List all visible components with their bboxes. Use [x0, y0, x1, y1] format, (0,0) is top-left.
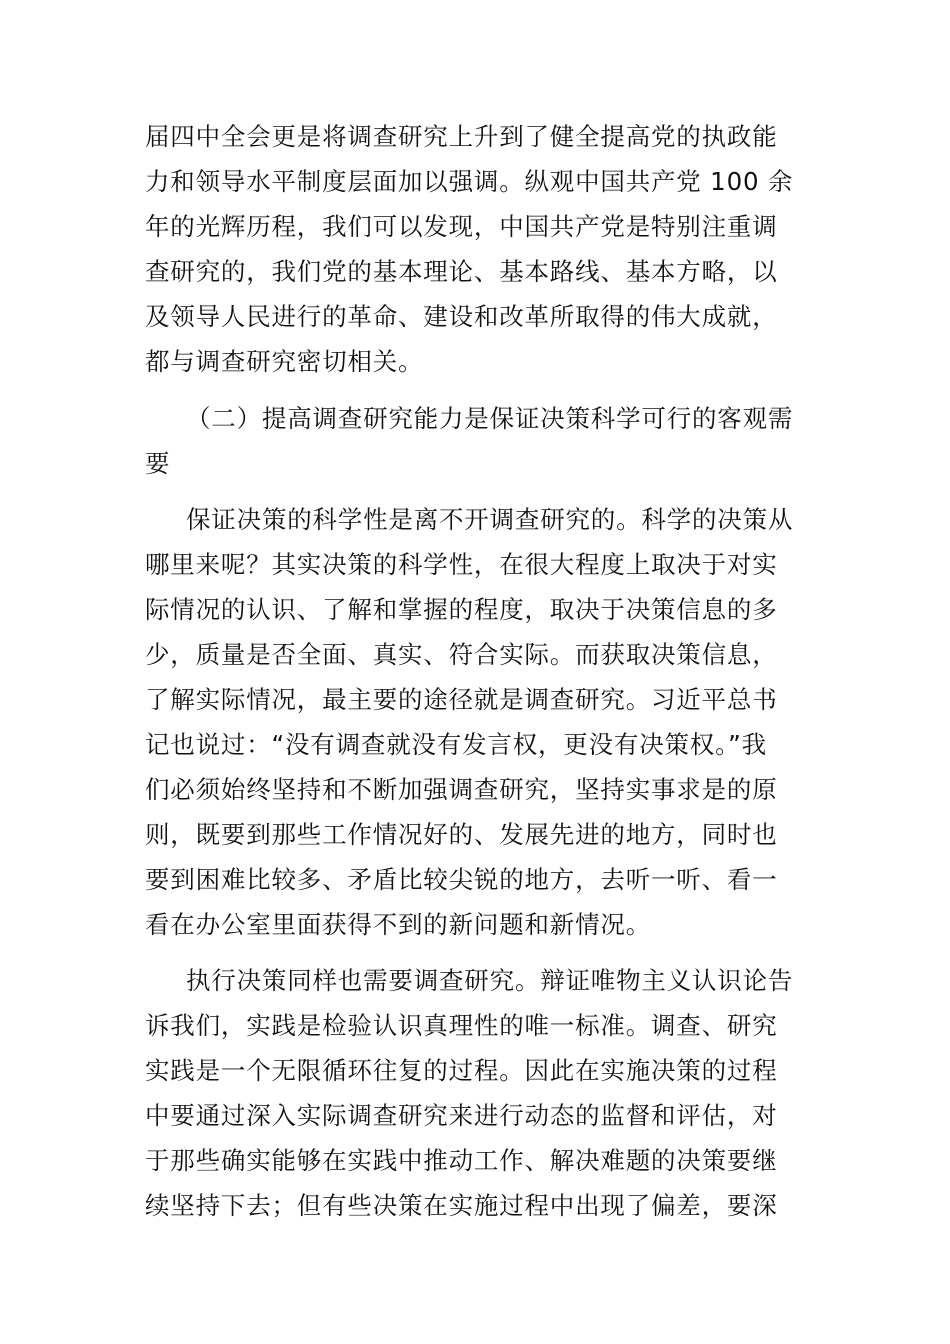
- text-line: 届四中全会更是将调查研究上升到了健全提高党的执政能: [145, 122, 778, 151]
- text-line: 于那些确实能够在实践中推动工作、解决难题的决策要继: [145, 1146, 778, 1175]
- text-line: 了解实际情况，最主要的途径就是调查研究。习近平总书: [145, 685, 778, 714]
- text-line: 中要通过深入实际调查研究来进行动态的监督和评估，对: [145, 1101, 778, 1130]
- text-line: 保证决策的科学性是离不开调查研究的。科学的决策从: [186, 505, 794, 534]
- text-line: 查研究的，我们党的基本理论、基本路线、基本方略，以: [145, 257, 778, 286]
- text-line: 则，既要到那些工作情况好的、发展先进的地方，同时也: [145, 820, 778, 849]
- text-line: 际情况的认识、了解和掌握的程度，取决于决策信息的多: [145, 595, 778, 624]
- text-line: 都与调查研究密切相关。: [145, 347, 424, 376]
- text-line: 实践是一个无限循环往复的过程。因此在实施决策的过程: [145, 1056, 778, 1085]
- text-line: 看在办公室里面获得不到的新问题和新情况。: [145, 910, 651, 939]
- heading-line: 要: [145, 449, 171, 478]
- heading-line: （二）提高调查研究能力是保证决策科学可行的客观需: [186, 404, 794, 433]
- text-line: 少，质量是否全面、真实、符合实际。而获取决策信息，: [145, 640, 778, 669]
- text-line: 诉我们，实践是检验认识真理性的唯一标准。调查、研究: [145, 1011, 778, 1040]
- text-line: 执行决策同样也需要调查研究。辩证唯物主义认识论告: [186, 966, 794, 995]
- text-line: 记也说过：“没有调查就没有发言权，更没有决策权。”我: [145, 730, 767, 759]
- text-line: 要到困难比较多、矛盾比较尖锐的地方，去听一听、看一: [145, 865, 778, 894]
- text-line: 续坚持下去；但有些决策在实施过程中出现了偏差，要深: [145, 1191, 778, 1220]
- text-line: 年的光辉历程，我们可以发现，中国共产党是特别注重调: [145, 212, 778, 241]
- text-line: 力和领导水平制度层面加以强调。纵观中国共产党 100 余: [145, 167, 794, 196]
- text-line: 们必须始终坚持和不断加强调查研究，坚持实事求是的原: [145, 775, 778, 804]
- text-line: 及领导人民进行的革命、建设和改革所取得的伟大成就，: [145, 302, 778, 331]
- text-line: 哪里来呢？其实决策的科学性，在很大程度上取决于对实: [145, 550, 778, 579]
